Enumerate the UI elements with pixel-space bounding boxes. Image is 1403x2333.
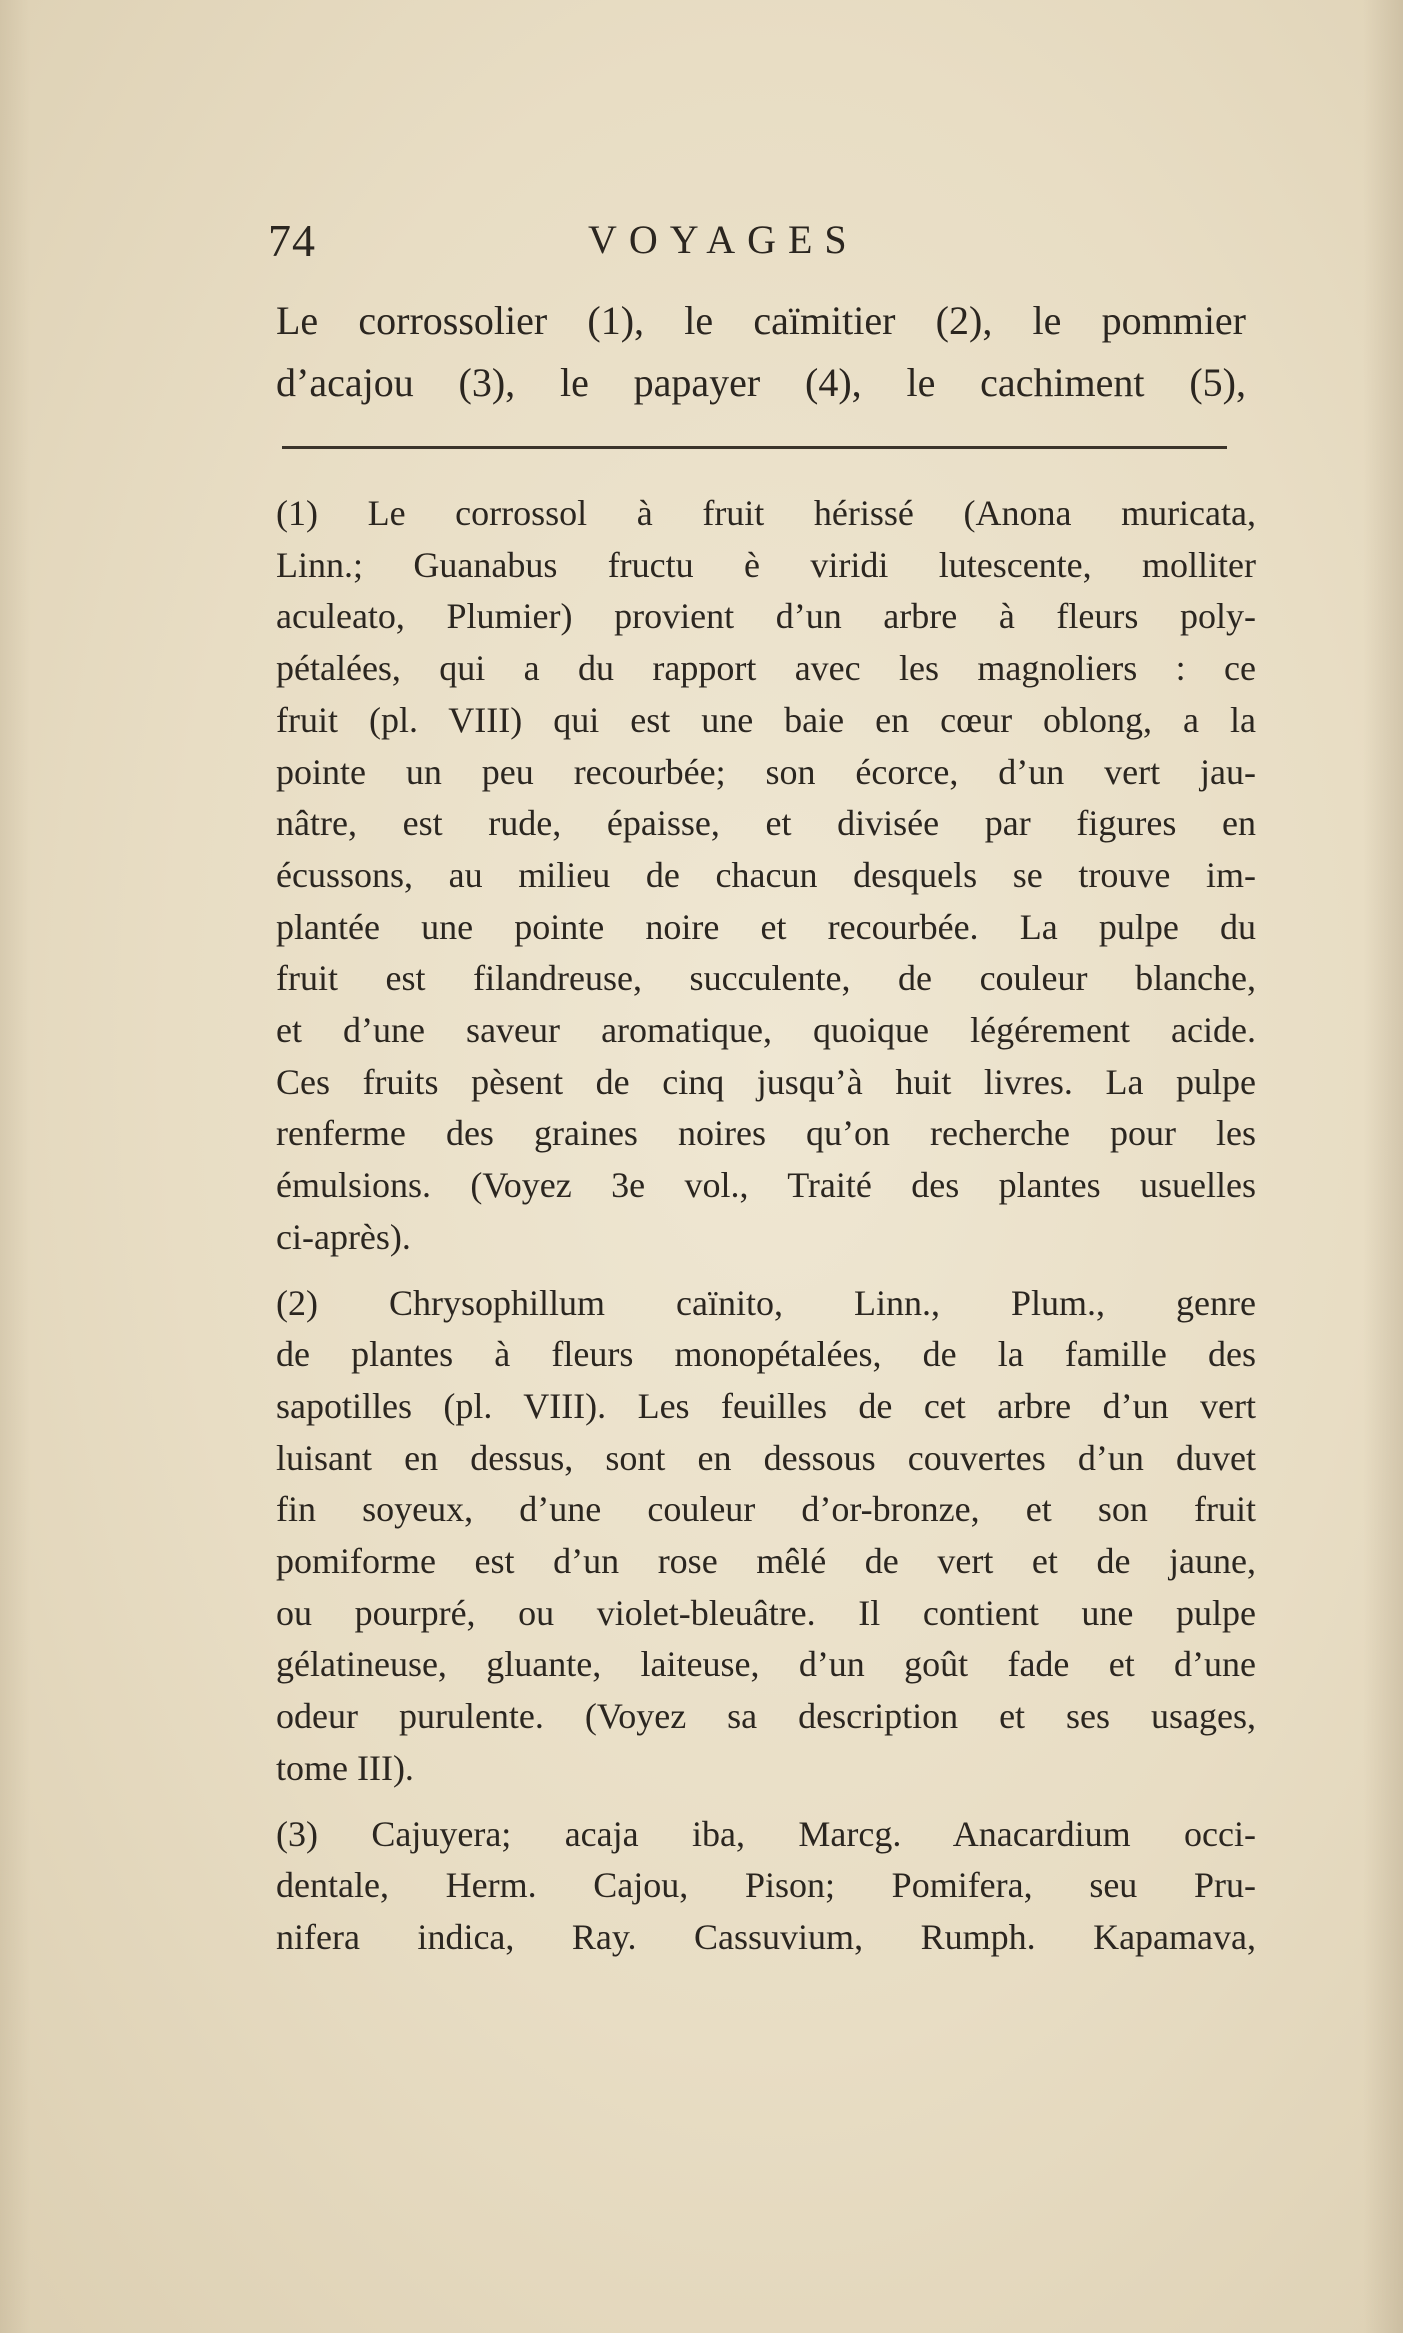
page-shadow-left — [0, 0, 30, 2333]
footnote-line: (2) Chrysophillum caïnito, Linn., Plum., genre — [276, 1282, 1256, 1323]
footnote-line: fruit est filandreuse, succulente, de couleur blanche, — [276, 958, 1256, 999]
footnote-line: ou pourpré, ou violet-bleuâtre. Il contient une pulpe — [276, 1592, 1256, 1633]
footnote-line: pomiforme est d’un rose mêlé de vert et de jaune, — [276, 1541, 1256, 1582]
footnote-line: Linn.; Guanabus fructu è viridi lutescente, molliter — [276, 544, 1256, 585]
footnote-line: aculeato, Plumier) provient d’un arbre à fleurs poly- — [276, 596, 1256, 637]
page-number: 74 — [268, 215, 316, 266]
footnote-line: sapotilles (pl. VIII). Les feuilles de cet arbre d’un vert — [276, 1385, 1256, 1426]
footnote-line: ci-après). — [276, 1216, 411, 1257]
page-shadow-right — [1363, 0, 1403, 2333]
footnote-line: nifera indica, Ray. Cassuvium, Rumph. Kapamava, — [276, 1916, 1256, 1957]
footnotes — [276, 488, 1256, 1964]
footnote-line: plantée une pointe noire et recourbée. La pulpe du — [276, 906, 1256, 947]
footnote-line: émulsions. (Voyez 3e vol., Traité des plantes usuelles — [276, 1165, 1256, 1206]
footnote-line: (3) Cajuyera; acaja iba, Marcg. Anacardium occi- — [276, 1813, 1256, 1854]
footnote-3 — [276, 1809, 1256, 1964]
footnote-line: renferme des graines noires qu’on recherche pour les — [276, 1113, 1256, 1154]
footnote-gap — [276, 1264, 1256, 1278]
main-text-line: Le corrossolier (1), le caïmitier (2), le pommier — [276, 298, 1246, 343]
footnote-1 — [276, 488, 1256, 1264]
footnote-2 — [276, 1278, 1256, 1795]
footnote-line: pointe un peu recourbée; son écorce, d’un vert jau- — [276, 751, 1256, 792]
footnote-line: (1) Le corrossol à fruit hérissé (Anona muricata, — [276, 493, 1256, 533]
footnote-line: et d’une saveur aromatique, quoique légérement acide. — [276, 1010, 1256, 1051]
footnote-line: Ces fruits pèsent de cinq jusqu’à huit livres. La pulpe — [276, 1061, 1256, 1102]
main-text-line: d’acajou (3), le papayer (4), le cachiment (5), — [276, 360, 1246, 405]
footnote-line: fin soyeux, d’une couleur d’or-bronze, et son fruit — [276, 1489, 1256, 1530]
footnote-line: nâtre, est rude, épaisse, et divisée par figures en — [276, 803, 1256, 844]
running-title: VOYAGES — [588, 217, 859, 262]
footnote-separator-rule — [282, 446, 1227, 449]
footnote-line: gélatineuse, gluante, laiteuse, d’un goût fade et d’une — [276, 1644, 1256, 1685]
footnote-line: luisant en dessus, sont en dessous couvertes d’un duvet — [276, 1437, 1256, 1478]
footnote-line: odeur purulente. (Voyez sa description et ses usages, — [276, 1696, 1256, 1737]
footnote-line: dentale, Herm. Cajou, Pison; Pomifera, seu Pru- — [276, 1865, 1256, 1906]
running-head — [268, 214, 1268, 274]
footnote-line: tome III). — [276, 1747, 414, 1788]
footnote-line: écussons, au milieu de chacun desquels se trouve im- — [276, 854, 1256, 895]
footnote-line: fruit (pl. VIII) qui est une baie en cœur oblong, a la — [276, 699, 1256, 740]
main-text — [276, 290, 1246, 414]
footnote-line: de plantes à fleurs monopétalées, de la famille des — [276, 1334, 1256, 1375]
footnote-line: pétalées, qui a du rapport avec les magnoliers : ce — [276, 648, 1256, 689]
footnote-gap — [276, 1795, 1256, 1809]
